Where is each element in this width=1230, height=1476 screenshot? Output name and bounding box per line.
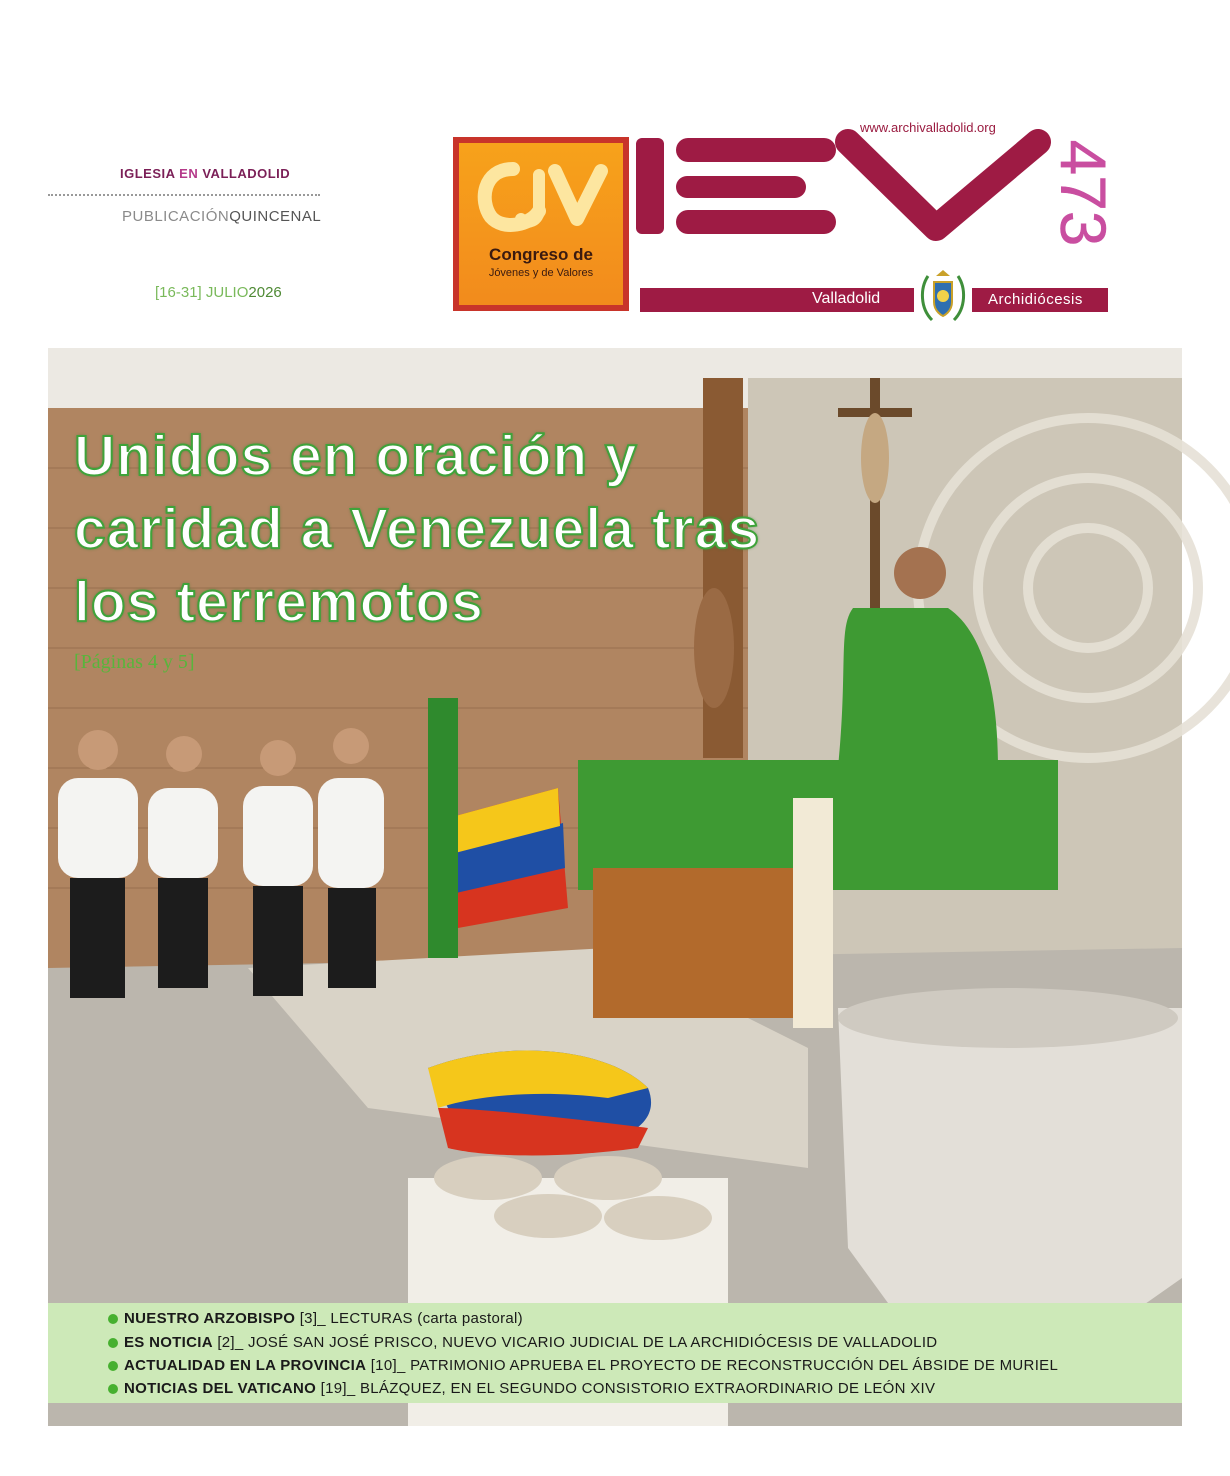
issue-date: [155, 284, 282, 301]
contents-page: [19]_: [320, 1380, 356, 1397]
publication-frequency: [122, 208, 321, 225]
frequency-word: PUBLICACIÓN: [122, 208, 230, 225]
contents-strip: [48, 1303, 1182, 1403]
contents-text: LECTURAS: [330, 1310, 413, 1327]
website-link[interactable]: www.archivalladolid.org: [860, 120, 996, 135]
iev-city: Valladolid: [812, 290, 881, 307]
contents-note: (carta pastoral): [417, 1310, 523, 1327]
issue-number-text: 473: [1047, 139, 1120, 247]
issue-number: [1047, 118, 1120, 268]
contents-item[interactable]: [108, 1357, 1058, 1374]
issue-date-range: [16-31] JULIO: [155, 284, 249, 301]
bullet-icon: [108, 1384, 118, 1394]
contents-item[interactable]: [108, 1334, 937, 1351]
contents-section: NOTICIAS DEL VATICANO: [124, 1380, 317, 1397]
contents-text: JOSÉ SAN JOSÉ PRISCO, NUEVO VICARIO JUDICIAL DE LA ARCHIDIÓCESIS DE VALLADOLID: [248, 1334, 938, 1351]
divider: [48, 194, 320, 196]
contents-item[interactable]: [108, 1380, 935, 1397]
publication-name-word: IGLESIA: [120, 166, 176, 181]
iev-archdiocese: Archidiócesis: [988, 291, 1083, 308]
publication-name: [120, 166, 290, 181]
contents-page: [3]_: [299, 1310, 326, 1327]
headline-page-reference: [Páginas 4 y 5]: [74, 651, 195, 673]
cjv-subtitle: Jóvenes y de Valores: [488, 267, 594, 279]
coat-of-arms-icon: [914, 268, 972, 326]
contents-section: ES NOTICIA: [124, 1334, 213, 1351]
bullet-icon: [108, 1338, 118, 1348]
contents-page: [2]_: [217, 1334, 244, 1351]
contents-text: BLÁZQUEZ, EN EL SEGUNDO CONSISTORIO EXTRAORDINARIO DE LEÓN XIV: [359, 1380, 936, 1397]
bullet-icon: [108, 1361, 118, 1371]
iev-logo-icon: [636, 136, 1046, 236]
contents-section: NUESTRO ARZOBISPO: [124, 1310, 296, 1327]
cjv-monogram-icon: [473, 161, 609, 231]
cjv-title: Congreso de: [489, 245, 593, 264]
contents-section: ACTUALIDAD EN LA PROVINCIA: [124, 1357, 367, 1374]
cover-headline: Unidos en oración y caridad a Venezuela tras los terremotos: [74, 424, 761, 634]
contents-item[interactable]: [108, 1310, 523, 1327]
frequency-word: QUINCENAL: [229, 208, 322, 225]
issue-date-year: 2026: [248, 284, 282, 301]
contents-text: PATRIMONIO APRUEBA EL PROYECTO DE RECONSTRUCCIÓN DEL ÁBSIDE DE MURIEL: [410, 1357, 1059, 1374]
contents-page: [10]_: [370, 1357, 406, 1374]
publication-name-word: VALLADOLID: [202, 166, 291, 181]
cjv-logo[interactable]: [453, 137, 629, 311]
bullet-icon: [108, 1314, 118, 1324]
publication-name-word: EN: [179, 166, 199, 181]
